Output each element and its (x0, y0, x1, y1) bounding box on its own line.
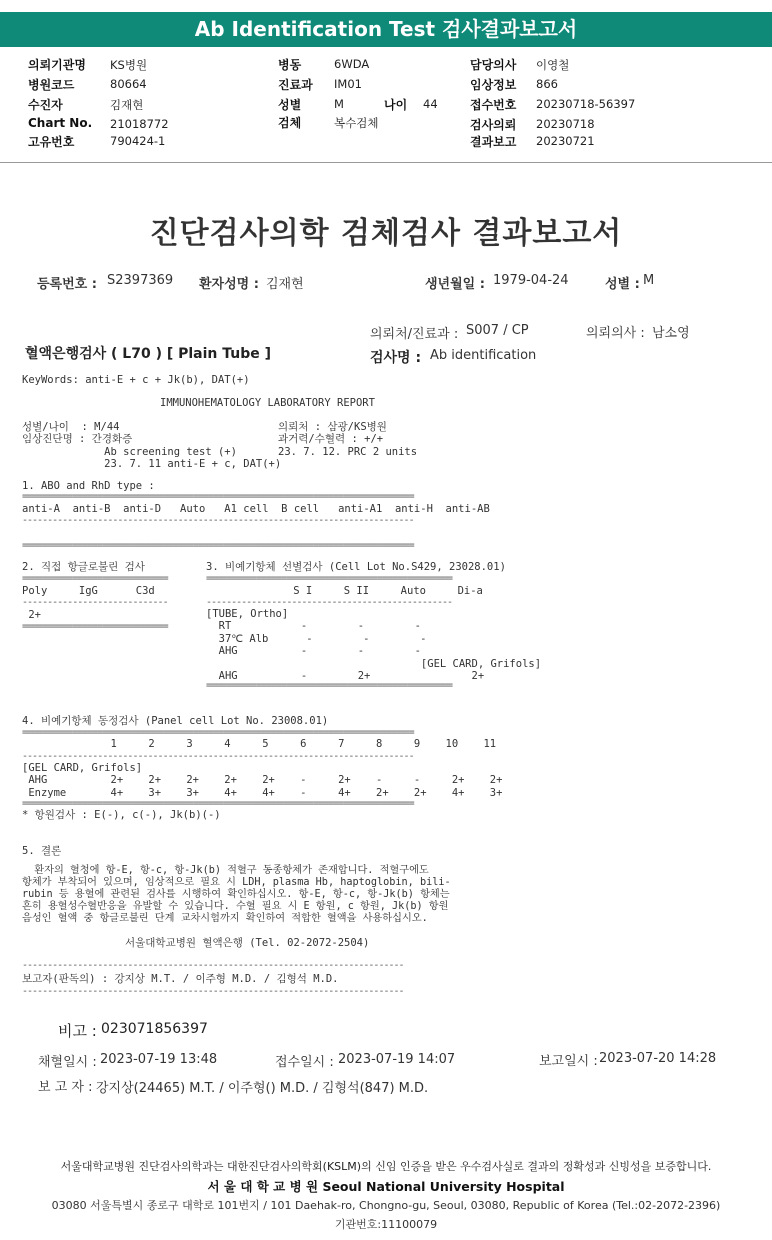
value-attending-doctor: 이영철 (536, 58, 570, 72)
separator-line: ---------------------------------------------------------------------------- (22, 986, 404, 997)
value-hospital-code: 80664 (110, 77, 147, 91)
value-note: 023071856397 (101, 1021, 208, 1037)
separator-line: ------------------------------------------------------------------------------ (22, 751, 414, 762)
label-registration-no: 등록번호 : (37, 277, 97, 292)
label-age: 나이 (384, 98, 408, 112)
patient-info-right: 의뢰처 : 삼광/KS병원 과거력/수혈력 : +/+ 23. 7. 12. PRC 2 units (278, 421, 418, 458)
panel-table-body: [GEL CARD, Grifols] AHG 2+ 2+ 2+ 2+ 2+ - 2+ - - 2+ 2+ Enzyme 4+ 3+ 3+ 4+ 4+ - 4+ 2+ 2+ 4+ 3+ (22, 762, 503, 799)
blood-bank-contact: 서울대학교병원 혈액은행 (Tel. 02-2072-2504) (125, 937, 370, 949)
value-patient-name: 김재현 (266, 277, 304, 292)
value-sex: M (334, 97, 344, 111)
label-sex: 성별 (278, 98, 302, 112)
footer-institution-no: 기관번호:11100079 (334, 1218, 438, 1231)
value-requesting-doctor: 남소영 (652, 326, 690, 341)
abo-table-header: anti-A anti-B anti-D Auto A1 cell B cell anti-A1 anti-H anti-AB (22, 503, 490, 515)
separator-line: ================================================= (206, 573, 453, 584)
label-result-report: 결과보고 (470, 135, 517, 149)
dat-poly-value: 2+ (22, 609, 41, 621)
label-report-sex: 성별 : (605, 277, 640, 292)
patient-info-left: 성별/나이 : M/44 임상진단명 : 간경화증 Ab screening test (+) 23. 7. 11 anti-E + c, DAT(+) (22, 421, 282, 471)
antigen-test-line: * 항원검사 : E(-), c(-), Jk(b)(-) (22, 809, 221, 821)
value-receipt-time: 2023-07-19 14:07 (338, 1052, 456, 1067)
value-result-report: 20230721 (536, 134, 595, 148)
screening-table-body: [TUBE, Ortho] RT - - - 37℃ Alb - - - AHG - - - [GEL CARD, Grifols] AHG - 2+ 2+ (206, 608, 542, 682)
value-test-request: 20230718 (536, 117, 595, 131)
label-requesting-institution: 의뢰기관명 (28, 58, 86, 72)
value-registration-no: S2397369 (107, 273, 174, 288)
separator-line: ----------------------------- (22, 597, 168, 608)
report-banner-title: Ab Identification Test 검사결과보고서 (0, 12, 772, 47)
separator-line: ============================================================================== (22, 491, 414, 502)
value-age: 44 (423, 97, 438, 111)
label-examinee: 수진자 (28, 98, 63, 112)
label-collection-time: 채혈일시 : (38, 1055, 97, 1070)
value-requesting-institution: KS병원 (110, 58, 148, 72)
value-report-time: 2023-07-20 14:28 (599, 1051, 717, 1066)
label-attending-doctor: 담당의사 (470, 58, 517, 72)
label-birth-date: 생년월일 : (425, 277, 485, 292)
label-specimen: 검체 (278, 116, 302, 130)
value-reporter: 강지상(24465) M.T. / 이주형() M.D. / 김형석(847) M.D. (96, 1081, 429, 1096)
label-chart-no: Chart No. (28, 116, 93, 130)
label-test-request: 검사의뢰 (470, 118, 517, 132)
label-clinical-info: 임상정보 (470, 78, 517, 92)
separator-line: ============================================================================== (22, 540, 414, 551)
section-panel-title: 4. 비예기항체 동정검사 (Panel cell Lot No. 23008.01) (22, 715, 329, 727)
separator-line: ================================================= (206, 680, 453, 691)
value-report-sex: M (643, 273, 655, 288)
separator-line: ------------------------------------------------------------------------------ (22, 515, 414, 526)
reporter-line: 보고자(판독의) : 강지상 M.T. / 이주형 M.D. / 김형석 M.D. (22, 973, 339, 985)
value-specimen: 복수검체 (334, 116, 379, 130)
keywords-line: KeyWords: anti-E + c + Jk(b), DAT(+) (22, 374, 250, 386)
panel-table-header: 1 2 3 4 5 6 7 8 9 10 11 (22, 738, 497, 750)
label-requesting-doctor: 의뢰의사 : (586, 326, 645, 341)
separator-line: ---------------------------------------------------------------------------- (22, 960, 404, 971)
label-ward: 병동 (278, 58, 302, 72)
lab-report-title: IMMUNOHEMATOLOGY LABORATORY REPORT (160, 397, 375, 409)
label-receipt-no: 접수번호 (470, 98, 517, 112)
separator-line: ============================= (22, 621, 168, 632)
section-conclusion-title: 5. 결론 (22, 845, 62, 857)
header-divider (0, 162, 772, 163)
value-clinical-info: 866 (536, 77, 558, 91)
label-reporter: 보 고 자 : (38, 1080, 93, 1095)
label-report-time: 보고일시 : (539, 1054, 598, 1069)
footer-address: 03080 서울특별시 종로구 대학로 101번지 / 101 Daehak-ro, Chongno-gu, Seoul, 03080, Republic of Korea (Tel.:02-2072-2396) (51, 1199, 721, 1212)
label-test-name: 검사명 : (370, 350, 422, 366)
footer-certification: 서울대학교병원 진단검사의학과는 대한진단검사의학회(KSLM)의 신임 인증을 받은 우수검사실로 결과의 정확성과 신빙성을 보증합니다. (60, 1160, 712, 1173)
section-screening-title: 3. 비예기항체 선별검사 (Cell Lot No.S429, 23028.01) (206, 561, 506, 573)
separator-line: ============================================================================== (22, 727, 414, 738)
label-receipt-time: 접수일시 : (275, 1055, 334, 1070)
report-title: 진단검사의학 검체검사 결과보고서 (149, 216, 623, 251)
dat-table-header: Poly IgG C3d (22, 585, 155, 597)
section-abo-title: 1. ABO and RhD type : (22, 480, 155, 492)
value-collection-time: 2023-07-19 13:48 (100, 1052, 218, 1067)
value-unique-no: 790424-1 (110, 134, 166, 148)
conclusion-text: 환자의 혈청에 항-E, 항-c, 항-Jk(b) 적혈구 동종항체가 존재합니다. 적혈구에도 항체가 부착되어 있으며, 임상적으로 필요 시 LDH, plasma Hb, haptoglobin, bili- rubin 등 용혈에 관련된 검사를 시행하여 확인하십시오. 항-E, 항-c, 항-Jk(b) 항체는 흔히 용혈성수혈반응을 유발할 수 있습니다. 수혈 필요 시 E 항원, c 항원, Jk(b) 항원 음성인 혈액 중 항글로불린 단계 교차시험까지 확인하여 적합한 혈액을 사용하십시오. (22, 865, 451, 925)
section-dat-title: 2. 직접 항글로불린 검사 (22, 561, 145, 573)
label-department: 진료과 (278, 78, 313, 92)
value-examinee: 김재현 (110, 98, 144, 112)
footer-hospital-name: 서 울 대 학 교 병 원 Seoul National University Hospital (207, 1179, 565, 1194)
value-requesting-dept: S007 / CP (466, 323, 529, 338)
label-hospital-code: 병원코드 (28, 78, 75, 92)
label-requesting-dept: 의뢰처/진료과 : (370, 327, 459, 342)
label-unique-no: 고유번호 (28, 135, 75, 149)
separator-line: ============================= (22, 573, 168, 584)
screening-table-header: S I S II Auto Di-a (230, 585, 483, 597)
test-group-title: 혈액은행검사 ( L70 ) [ Plain Tube ] (25, 346, 272, 362)
value-ward: 6WDA (334, 57, 370, 71)
value-receipt-no: 20230718-56397 (536, 97, 636, 111)
separator-line: ============================================================================== (22, 798, 414, 809)
value-chart-no: 21018772 (110, 117, 169, 131)
label-note: 비고 : (58, 1022, 97, 1040)
value-test-name: Ab identification (430, 348, 537, 363)
value-department: IM01 (334, 77, 362, 91)
separator-line: ------------------------------------------------- (206, 597, 453, 608)
value-birth-date: 1979-04-24 (493, 273, 569, 288)
label-patient-name: 환자성명 : (199, 277, 259, 292)
